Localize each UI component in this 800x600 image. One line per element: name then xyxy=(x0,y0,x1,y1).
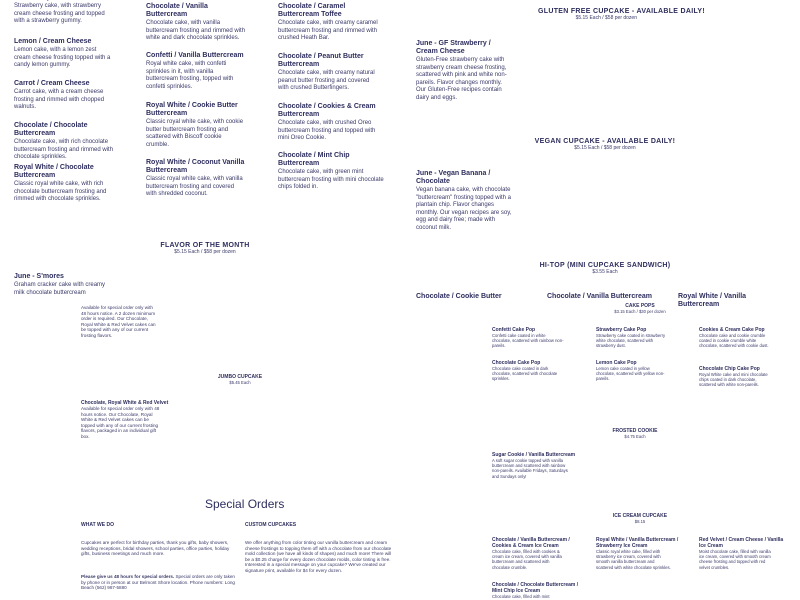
ice-cream-item-desc: Moist chocolate cake, filled with vanilla ice cream, covered with smooth cream cheese frosting and topped with red velvet crumbles. xyxy=(699,549,771,570)
cake-pop-desc: Lemon cake coated in yellow chocolate, scattered with yellow non-pareils. xyxy=(596,366,665,382)
cake-pop-title: Strawberry Cake Pop xyxy=(596,327,647,333)
what-we-do-text: Cupcakes are perfect for birthday parties, thank you gifts, baby showers, wedding receptions, bridal showers, school parties, office parties, holiday gifts, business meetings and much more. xyxy=(81,540,230,557)
vegan-special xyxy=(515,138,695,151)
menu-item xyxy=(278,152,388,192)
menu-item-title: Royal White / Chocolate Buttercream xyxy=(14,164,94,179)
menu-item xyxy=(278,3,386,43)
menu-item-title: Chocolate / Caramel Buttercream Toffee xyxy=(278,3,346,18)
ice-cream-item-title: Chocolate / Chocolate Buttercream / Mint Chip Ice Cream xyxy=(492,582,579,594)
notice-lead: Please give us 48 hours for special orders. xyxy=(81,574,175,579)
menu-item xyxy=(14,0,114,26)
menu-item-title: Chocolate / Chocolate Buttercream xyxy=(14,122,88,137)
cake-pop-item xyxy=(699,366,771,388)
menu-item-desc: Classic royal white cake, with rich chocolate buttercream frosting and rimmed with chocolate sprinkles. xyxy=(14,181,107,202)
ice-cream-item xyxy=(699,537,791,570)
special-title: FLAVOR OF THE MONTH xyxy=(160,242,250,249)
gluten-free-special xyxy=(500,8,705,21)
menu-item-title: Lemon / Cream Cheese xyxy=(14,38,92,45)
cake-pop-desc: Confetti cake coated in white chocolate, scattered with rainbow non-pareils. xyxy=(492,333,564,349)
menu-item xyxy=(146,3,250,43)
hitop-flavor: Royal White / Vanilla Buttercream xyxy=(678,293,747,308)
menu-item xyxy=(416,170,516,232)
ice-cream-item-desc: Chocolate cake, filled with mint xyxy=(492,594,550,599)
menu-item-desc: Carrot cake, with a cream cheese frosting and rimmed with chopped walnuts. xyxy=(14,89,105,110)
menu-item-desc: Strawberry cake, with strawberry cream cheese frosting and topped with a strawberry gummy. xyxy=(14,3,105,24)
menu-item-title: Confetti / Vanilla Buttercream xyxy=(146,52,244,59)
menu-item xyxy=(146,52,246,91)
ice-cream-item-desc: Classic royal white cake, filled with strawberry ice cream, covered with smooth vanilla buttercream and scattered with white chocolate sprinkles. xyxy=(596,549,671,570)
menu-item xyxy=(14,80,114,112)
menu-item-title: Chocolate / Peanut Butter Buttercream xyxy=(278,53,364,68)
ice-cream-price: $8.15 xyxy=(634,519,646,524)
jumbo-note xyxy=(81,400,179,440)
special-order-notice xyxy=(81,574,235,591)
custom-cupcakes-title: CUSTOM CUPCAKES xyxy=(245,522,297,528)
cake-pop-item xyxy=(699,327,771,349)
menu-item-desc: Chocolate cake, with creamy caramel buttercream frosting and rimmed with crushed Heath Bar. xyxy=(278,20,378,41)
flavor-of-month xyxy=(140,242,270,255)
menu-item xyxy=(14,122,128,162)
menu-item-desc: Chocolate cake, with crushed Oreo buttercream frosting and topped with mini Oreo Cookie. xyxy=(278,120,376,141)
cake-pops-header xyxy=(600,303,680,314)
menu-item-title: June - S'mores xyxy=(14,273,64,280)
menu-item-title: Chocolate / Mint Chip Buttercream xyxy=(278,152,350,167)
menu-item-desc: Graham cracker cake with creamy milk chocolate buttercream xyxy=(14,282,106,296)
menu-item-desc: Chocolate cake, with vanilla buttercream frosting and rimmed with white and dark chocolate sprinkles. xyxy=(146,20,246,41)
ice-cream-item-desc: Chocolate cake, filled with cookies & cream ice cream, covered with vanilla buttercream and scattered with chocolate crumble. xyxy=(492,549,562,570)
hitop-flavor: Chocolate / Cookie Butter xyxy=(416,293,502,300)
menu-item-title xyxy=(14,0,114,2)
menu-item-desc: Lemon cake, with a lemon zest cream cheese frosting topped with a candy lemon gummy. xyxy=(14,47,111,68)
cake-pop-item xyxy=(596,360,668,382)
frosted-cookie-price: $4.75 Each xyxy=(624,434,646,439)
menu-item xyxy=(146,159,246,199)
cake-pop-title: Cookies & Cream Cake Pop xyxy=(699,327,765,333)
cake-pop-title: Chocolate Chip Cake Pop xyxy=(699,366,760,372)
special-title: HI-TOP (MINI CUPCAKE SANDWICH) xyxy=(539,262,671,269)
menu-item-desc: Chocolate cake, with creamy natural peanut butter frosting and covered with crushed Butterfingers. xyxy=(278,70,375,91)
menu-item-title: Carrot / Cream Cheese xyxy=(14,80,90,87)
menu-item-desc: Classic royal white cake, with cookie butter buttercream frosting and scattered with Biscoff cookie crumble. xyxy=(146,119,244,148)
menu-item xyxy=(14,38,114,70)
ice-cream-header xyxy=(600,513,680,524)
cake-pop-title: Confetti Cake Pop xyxy=(492,327,536,333)
menu-item xyxy=(278,53,378,93)
cake-pops-price: $3.15 Each / $30 per dozen xyxy=(614,309,666,314)
special-title: VEGAN CUPCAKE - AVAILABLE DAILY! xyxy=(534,138,676,145)
menu-item-title: Chocolate / Vanilla Buttercream xyxy=(146,3,208,18)
ice-cream-item xyxy=(492,582,584,599)
menu-item-desc: Gluten-Free strawberry cake with strawberry cream cheese frosting, scattered with pink and white non-pareils. Flavor changes monthly. Our Gluten-Free recipes contain dairy and eggs. xyxy=(416,57,507,101)
special-title: GLUTEN FREE CUPCAKE - AVAILABLE DAILY! xyxy=(538,8,705,15)
cake-pop-title: Chocolate Cake Pop xyxy=(492,360,541,366)
frosted-cookie xyxy=(605,428,665,439)
jumbo-title: JUMBO CUPCAKE xyxy=(217,374,263,380)
frosted-cookie-title: FROSTED COOKIE xyxy=(612,428,658,434)
menu-item xyxy=(14,164,114,204)
menu-item-title: Royal White / Coconut Vanilla Buttercream xyxy=(146,159,245,174)
jumbo-note-desc: Available for special order only with 48 hours notice. Our Chocolate, Royal White & Red Velvet cakes can be topped with any of our current frosting flavors, packaged in an individual gift box. xyxy=(81,406,160,439)
menu-item xyxy=(146,102,246,149)
ice-cream-item-title: Chocolate / Vanilla Buttercream / Cookies & Cream Ice Cream xyxy=(492,537,570,549)
menu-item-title: June - Vegan Banana / Chocolate xyxy=(416,170,491,185)
notice-rest: Special orders are only taken by phone or in person at our Belmont Shore location. Phone numbers: Long Beach (562) 987-5880 xyxy=(81,574,235,591)
menu-item xyxy=(416,40,512,102)
menu-item xyxy=(14,273,114,297)
cookie-item-title: Sugar Cookie / Vanilla Buttercream xyxy=(492,452,576,458)
cookie-item xyxy=(492,452,582,479)
special-price: $5.15 Each / $58 per dozen xyxy=(174,249,236,255)
cake-pop-item xyxy=(492,327,564,349)
cake-pop-desc: Royal White cake and mini chocolate chips coated in dark chocolate, scattered with white non-pareils. xyxy=(699,372,768,388)
menu-item-desc: Royal white cake, with confetti sprinkles in it, with vanilla buttercream frosting, topped with confetti sprinkles. xyxy=(146,61,234,90)
jumbo-cupcake xyxy=(200,374,280,385)
special-price: $3.55 Each xyxy=(592,269,618,275)
menu-item-desc: Chocolate cake, with rich chocolate buttercream frosting and rimmed with chocolate sprinkles. xyxy=(14,139,114,160)
jumbo-note-title: Chocolate, Royal White & Red Velvet xyxy=(81,400,169,406)
ice-cream-item-title: Red Velvet / Cream Cheese / Vanilla Ice Cream xyxy=(699,537,784,549)
menu-item-title: Royal White / Cookie Butter Buttercream xyxy=(146,102,238,117)
cookie-item-desc: A soft sugar cookie topped with vanilla buttercream and scattered with rainbow non-pareils. Available Fridays, Saturdays and Sundays only! xyxy=(492,458,568,479)
menu-item-desc: Vegan banana cake, with chocolate "buttercream" frosting topped with a plantain chip. Flavor changes monthly. Our vegan recipes are soy, egg and dairy free; made with coconut milk. xyxy=(416,187,512,231)
cake-pop-desc: Strawberry cake coated in strawberry white chocolate, scattered with strawberry dust. xyxy=(596,333,666,349)
menu-item-desc: Chocolate cake, with green mint buttercream frosting with mini chocolate chips folded in. xyxy=(278,169,384,190)
ice-cream-item xyxy=(596,537,686,570)
menu-item-title: Chocolate / Cookies & Cream Buttercream xyxy=(278,103,376,118)
special-price: $5.15 Each / $58 per dozen xyxy=(574,145,636,151)
menu-item xyxy=(278,103,378,143)
ice-cream-title: ICE CREAM CUPCAKE xyxy=(612,513,668,519)
cake-pop-title: Lemon Cake Pop xyxy=(596,360,637,366)
jumbo-price: $5.45 Each xyxy=(229,380,251,385)
menu-item-desc: Classic royal white cake, with vanilla buttercream frosting and covered with shredded coconut. xyxy=(146,176,243,197)
hi-top-special xyxy=(535,262,675,275)
cake-pop-desc: Chocolate cake and cookie crumble coated in cookie crumble white chocolate, scattered with cookie dust. xyxy=(699,333,769,349)
ice-cream-item-title: Royal White / Vanilla Buttercream / Strawberry Ice Cream xyxy=(596,537,679,549)
cake-pop-desc: Chocolate cake coated in dark chocolate, scattered with chocolate sprinkles. xyxy=(492,366,558,382)
cake-pops-title: CAKE POPS xyxy=(625,303,655,309)
cake-pop-item xyxy=(596,327,668,349)
cake-pop-item xyxy=(492,360,564,382)
custom-cupcakes-text: We offer anything from color tinting our vanilla buttercream and cream cheese frostings to topping them off with a chocolate from our chocolate mold collection (we have all kinds of shapes) and much more! There will be a $0.25 charge for every dozen chocolate molds, color tinting is free. Interested in a special message on your cupcake? We've created our signature print, available for $4 for every dozen. xyxy=(245,540,392,573)
what-we-do-title: WHAT WE DO xyxy=(81,522,114,528)
menu-item-title: June - GF Strawberry / Cream Cheese xyxy=(416,40,491,55)
special-price: $5.15 Each / $58 per dozen xyxy=(575,15,637,21)
special-order-note: Available for special order only with 48 hours notice. A 2 dozen minimum order is required. Our Chocolate, Royal White & Red Velvet cakes can be topped with any of our current frosting flavors. xyxy=(81,305,156,338)
special-orders-heading: Special Orders xyxy=(205,497,285,511)
ice-cream-item xyxy=(492,537,578,570)
hitop-flavor: Chocolate / Vanilla Buttercream xyxy=(547,293,653,300)
